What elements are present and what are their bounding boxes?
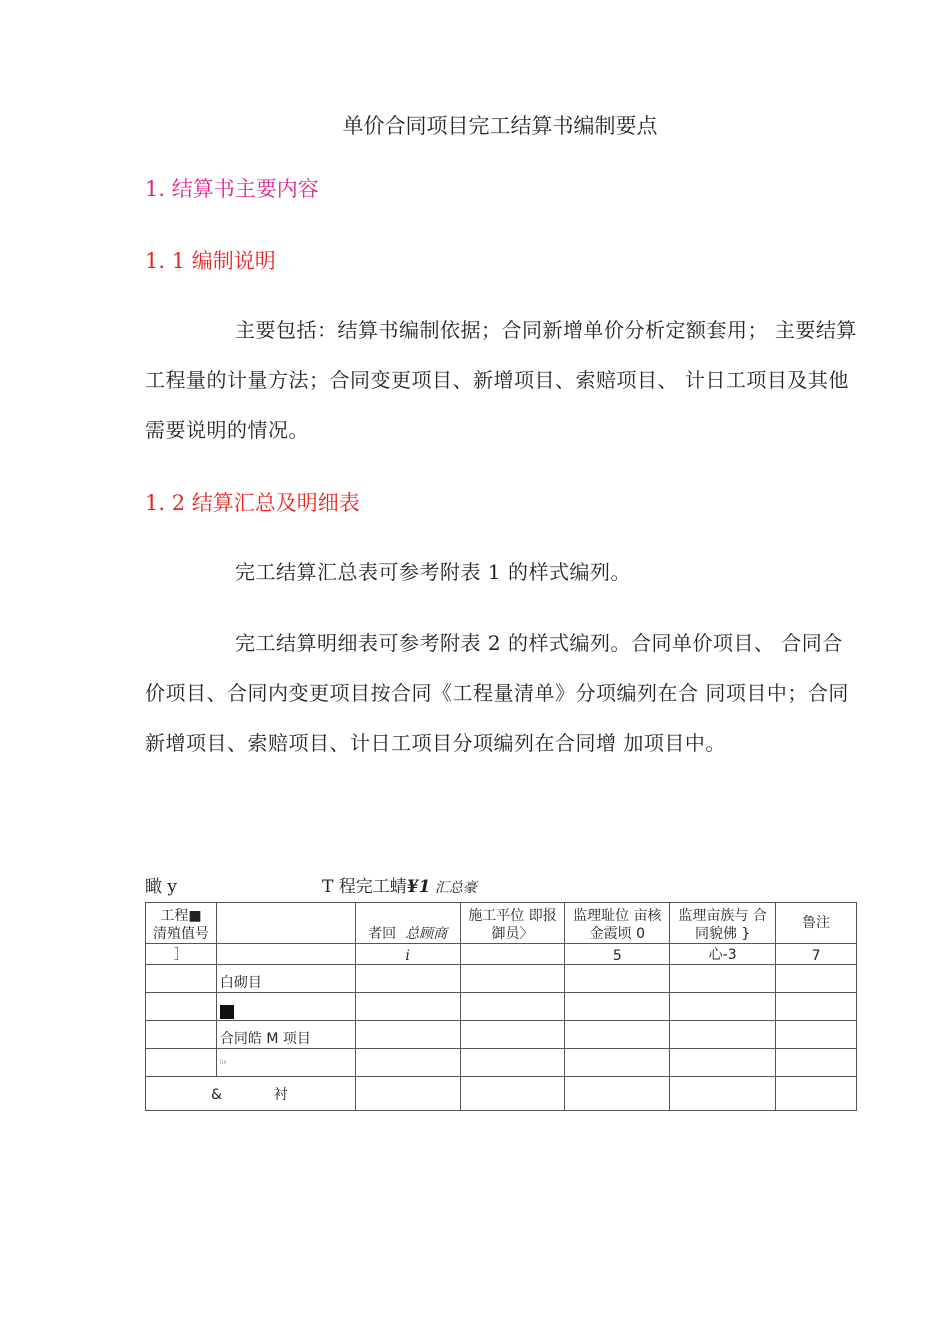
row-label: lix (216, 1049, 355, 1077)
header-contract-amount-b: 总顾商 (405, 926, 448, 942)
number-cell: 心-3 (670, 944, 776, 965)
header-contract-amount-a: 者回 (368, 926, 397, 942)
table-row (146, 1021, 857, 1049)
row-label (216, 993, 355, 1021)
row-label: 合同皓 M 项目 (216, 1021, 355, 1049)
number-cell (460, 944, 565, 965)
table-caption-italic: 汇总豪 (430, 880, 477, 896)
table-number-row (146, 944, 857, 965)
table-caption-left: 瞰 y (145, 877, 178, 897)
header-item-code: 工程■ 清殖值号 (146, 903, 217, 944)
section-heading-1-1: 1. 1 编制说明 (145, 249, 276, 273)
table-row (146, 1049, 857, 1077)
paragraph-detail-table: 完工结算明细表可参考附表 2 的样式编列。合同单价项目、 合同合价项目、合同内变更项目按合同《工程量清单》分项编列在合 同项目中；合同新增项目、索赔项目、计日工项目分项编列在合同增 加项目中。 (145, 631, 849, 755)
table-row (146, 993, 857, 1021)
header-remarks: 鲁注 (776, 903, 857, 944)
number-cell: 5 (565, 944, 670, 965)
number-cell: ］ (146, 944, 217, 965)
table-row (146, 965, 857, 993)
header-supervisor-review: 监理耻位 亩核 金霞顷 0 (565, 903, 670, 944)
total-label-right: 衬 (273, 1086, 288, 1103)
row-label: 白砌目 (216, 965, 355, 993)
paragraph-summary-table: 完工结算汇总表可参考附表 1 的样式编列。 (235, 560, 631, 584)
number-cell: 7 (776, 944, 857, 965)
header-contractor: 施工平位 即报 御员〉 (460, 903, 565, 944)
header-supervisor-compare: 监理亩族与 合 同貌佛 } (670, 903, 776, 944)
paragraph-compilation-notes: 主要包括：结算书编制依据；合同新增单价分析定额套用； 主要结算工程量的计量方法；合同变更项目、新增项目、索赔项目、 计日工项目及其他需要说明的情况。 (145, 318, 857, 442)
table-caption-text: T 程完工蜻 (322, 877, 407, 897)
header-contract-amount (355, 903, 460, 944)
black-block-mark (220, 1005, 234, 1019)
number-cell (216, 944, 355, 965)
section-heading-1-2: 1. 2 结算汇总及明细表 (145, 491, 360, 515)
total-label-left: & (211, 1086, 222, 1103)
header-item-name (216, 903, 355, 944)
table-caption (322, 872, 477, 897)
document-title: 单价合同项目完工结算书编制要点 (342, 114, 658, 138)
number-cell: i (355, 944, 460, 965)
table-total-row (146, 1077, 857, 1111)
total-label-cell (146, 1077, 356, 1111)
table-caption-number: ¥1 (406, 877, 431, 897)
settlement-summary-table (145, 902, 857, 1111)
section-heading-1: 1. 结算书主要内容 (145, 177, 319, 201)
table-header-row (146, 903, 857, 944)
